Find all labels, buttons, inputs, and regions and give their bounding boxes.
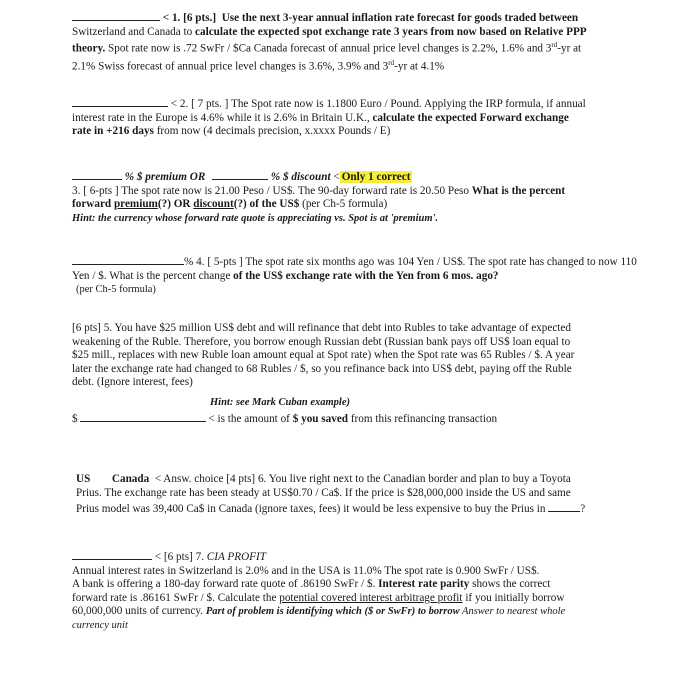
q3-line-1: % $ premium OR % $ discount < Only 1 correct (72, 168, 652, 185)
q2-line-2: interest rate in the Europe is 4.6% while it is 2.6% in Britain U.K., calculate the expected Forward exchange (72, 111, 569, 124)
q3-hint: Hint: the currency whose forward rate quote is appreciating vs. Spot is at 'premium'. (72, 212, 439, 224)
question-6 (76, 473, 656, 517)
q5-line-2: weakening of the Ruble. Therefore, you borrow enough Russian debt (Russian bank pays off US$ loan equal to (72, 335, 571, 348)
q5-line-3: $25 mill., replaces with new Ruble loan amount equal at Spot rate) when the Spot rate was 65 Rubles / $. A year (72, 349, 575, 362)
q5-line-1: [6 pts] 5. You have $25 million US$ debt and will refinance that debt into Rubles to take advantage of expected (72, 322, 571, 334)
question-7 (72, 548, 652, 633)
q7-line-5: currency unit (72, 619, 128, 631)
only-one-correct-highlight: Only 1 correct (341, 171, 411, 183)
q1-line-3: theory. Spot rate now is .72 SwFr / $Ca Canada forecast of annual price level changes is 2.2%, 1.6% and 3rd-yr at (72, 41, 582, 55)
q6-choice-us[interactable]: US (76, 473, 91, 485)
q1-lead-text: Use the next 3-year annual inflation rate forecast for goods traded between (221, 12, 579, 24)
question-4 (72, 253, 652, 297)
q5-line-4: later the exchange rate had changed to 68 Rubles / $, so you refinance back into US$ debt, paying off the Ruble (72, 362, 572, 375)
q7-line-3: forward rate is .86161 SwFr / $. Calculate the potential covered interest arbitrage profit if you initially borrow (72, 591, 565, 604)
q7-line-4: 60,000,000 units of currency. Part of problem is identifying which ($ or SwFr) to borrow Answer to nearest whole (72, 605, 566, 618)
question-2 (72, 95, 652, 139)
q3-discount-label: % $ discount (270, 171, 331, 183)
question-5 (72, 322, 652, 426)
question-3 (72, 168, 652, 225)
q7-line-1: Annual interest rates in Switzerland is 2.0% and in the USA is 11.0% The spot rate is 0.900 SwFr / US$. (72, 564, 540, 577)
q1-line-4: 2.1% Swiss forecast of annual price level changes is 3.6%, 3.9% and 3rd-yr at 4.1% (72, 58, 445, 73)
q4-line-1: % 4. [ 5-pts ] The spot rate six months ago was 104 Yen / US$. The spot rate has changed to now 110 (72, 253, 652, 270)
q3-discount-blank[interactable] (212, 168, 268, 180)
q4-line-3: (per Ch-5 formula) (76, 284, 156, 296)
q3-line-3: forward premium(?) OR discount(?) of the US$ (per Ch-5 formula) (72, 198, 388, 211)
q7-line-2: A bank is offering a 180-day forward rate quote of .86190 SwFr / $. Interest rate parity shows the correct (72, 578, 551, 591)
q2-answer-blank[interactable] (72, 95, 168, 107)
q6-line-3: Prius model was 39,400 Ca$ in Canada (ignore taxes, fees) it would be less expensive to buy the Prius in ? (76, 500, 656, 517)
q5-line-5: debt. (Ignore interest, fees) (72, 376, 193, 389)
q1-line-1 (72, 9, 652, 26)
q7-answer-blank[interactable] (72, 548, 152, 560)
q5-answer-blank[interactable] (80, 410, 206, 422)
q6-line-1: US Canada < Answ. choice [4 pts] 6. You live right next to the Canadian border and plan to buy a Toyota (76, 473, 571, 485)
q3-line-2: 3. [ 6-pts ] The spot rate now is 21.00 Peso / US$. The 90-day forward rate is 20.50 Peso What is the percent (72, 184, 566, 197)
q3-premium-blank[interactable] (72, 168, 122, 180)
question-1 (72, 9, 652, 74)
q2-line-1: < 2. [ 7 pts. ] The Spot rate now is 1.1800 Euro / Pound. Applying the IRP formula, if annual (72, 95, 652, 112)
q1-line-2: Switzerland and Canada to calculate the expected spot exchange rate 3 years from now based on Relative PPP (72, 25, 587, 38)
q7-line-head: < [6 pts] 7. CIA PROFIT (72, 548, 652, 565)
q2-line-3: rate in +216 days from now (4 decimals precision, x.xxxx Pounds / E) (72, 125, 391, 138)
q6-answer-blank[interactable] (548, 500, 580, 512)
q6-line-2: Prius. The exchange rate has been steady at US$0.70 / Ca$. If the price is $28,000,000 inside the US and same (76, 486, 571, 499)
q1-answer-blank[interactable] (72, 9, 160, 21)
q3-premium-label: % $ premium OR (124, 171, 206, 183)
q5-hint: Hint: see Mark Cuban example) (210, 396, 351, 408)
q4-answer-blank[interactable] (72, 253, 184, 265)
q1-points: < 1. [6 pts.] (162, 12, 217, 24)
q6-choice-canada[interactable]: Canada (111, 473, 150, 485)
q4-line-2: Yen / $. What is the percent change of the US$ exchange rate with the Yen from 6 mos. ago? (72, 269, 499, 282)
q5-answer-line: $ < is the amount of $ you saved from this refinancing transaction (72, 410, 652, 427)
